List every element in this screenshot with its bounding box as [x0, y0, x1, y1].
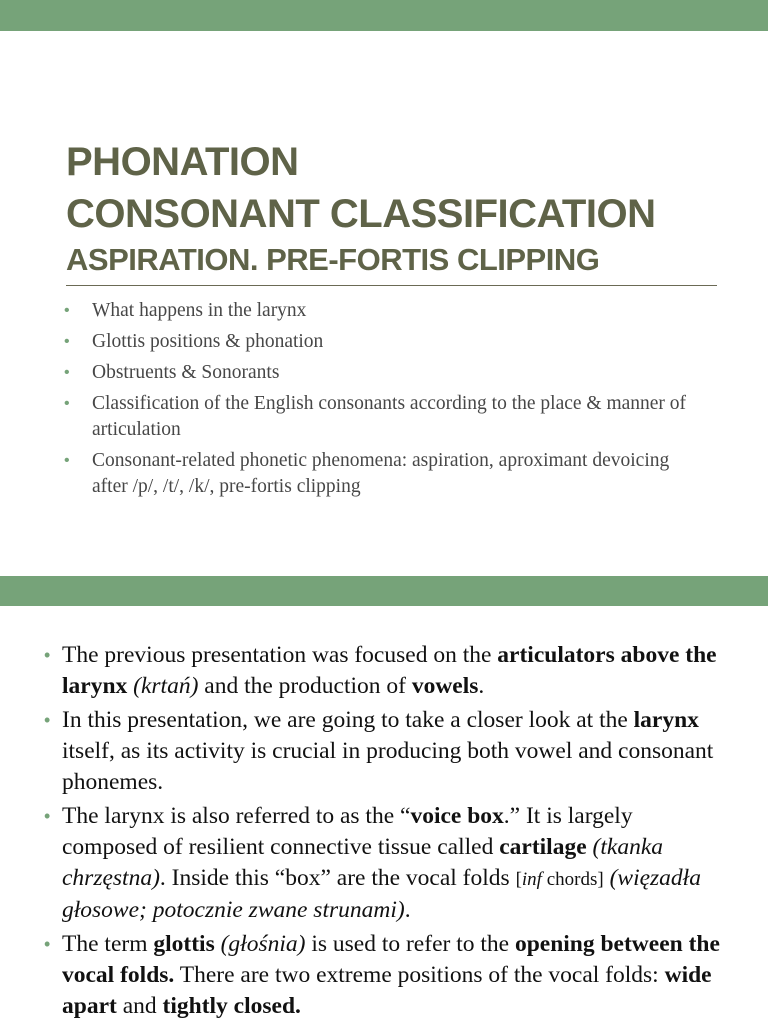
list-item: • Classification of the English consonants according to the place & manner of articulation: [64, 393, 687, 440]
content-list: [42, 640, 732, 1024]
top-accent-band: [0, 0, 768, 31]
bullet-icon: •: [64, 395, 70, 412]
list-item: • The larynx is also referred to as the “voice box.” It is largely composed of resilient connective tissue called cartilage (tkanka chrzęstna). Inside this “box” are the vocal folds [inf chords] (więzadła głosowe; potocznie zwane strunami).: [44, 803, 701, 923]
title-line-2: CONSONANT CLASSIFICATION: [66, 192, 656, 236]
bullet-icon: •: [64, 364, 70, 381]
list-item: • In this presentation, we are going to take a closer look at the larynx itself, as its activity is crucial in producing both vowel and consonant phonemes.: [44, 707, 714, 795]
list-item: • The previous presentation was focused on the articulators above the larynx (krtań) and the production of vowels.: [44, 642, 717, 699]
title-line-1: PHONATION: [66, 140, 299, 184]
slide-separator-band: [0, 576, 768, 606]
bullet-icon: •: [44, 806, 51, 826]
bullet-icon: •: [44, 710, 51, 730]
slide-subtitle: ASPIRATION. PRE-FORTIS CLIPPING: [66, 242, 600, 277]
list-item: • Consonant-related phonetic phenomena: aspiration, aproximant devoicing after /p/, /t/, /k/, pre-fortis clipping: [64, 450, 670, 497]
list-item: • The term glottis (głośnia) is used to refer to the opening between the vocal folds. There are two extreme positions of the vocal folds: wide apart and tightly closed.: [44, 931, 720, 1019]
slide-title: [66, 136, 655, 280]
bullet-icon: •: [44, 934, 51, 954]
list-item: • Obstruents & Sonorants: [62, 360, 702, 386]
list-item: • Glottis positions & phonation: [62, 329, 702, 355]
bullet-icon: •: [44, 645, 51, 665]
list-item: • What happens in the larynx: [62, 298, 702, 324]
bullet-icon: •: [64, 333, 70, 350]
outline-list: [62, 298, 702, 505]
bullet-icon: •: [64, 452, 70, 469]
bullet-icon: •: [64, 302, 70, 319]
title-divider: [66, 285, 717, 286]
